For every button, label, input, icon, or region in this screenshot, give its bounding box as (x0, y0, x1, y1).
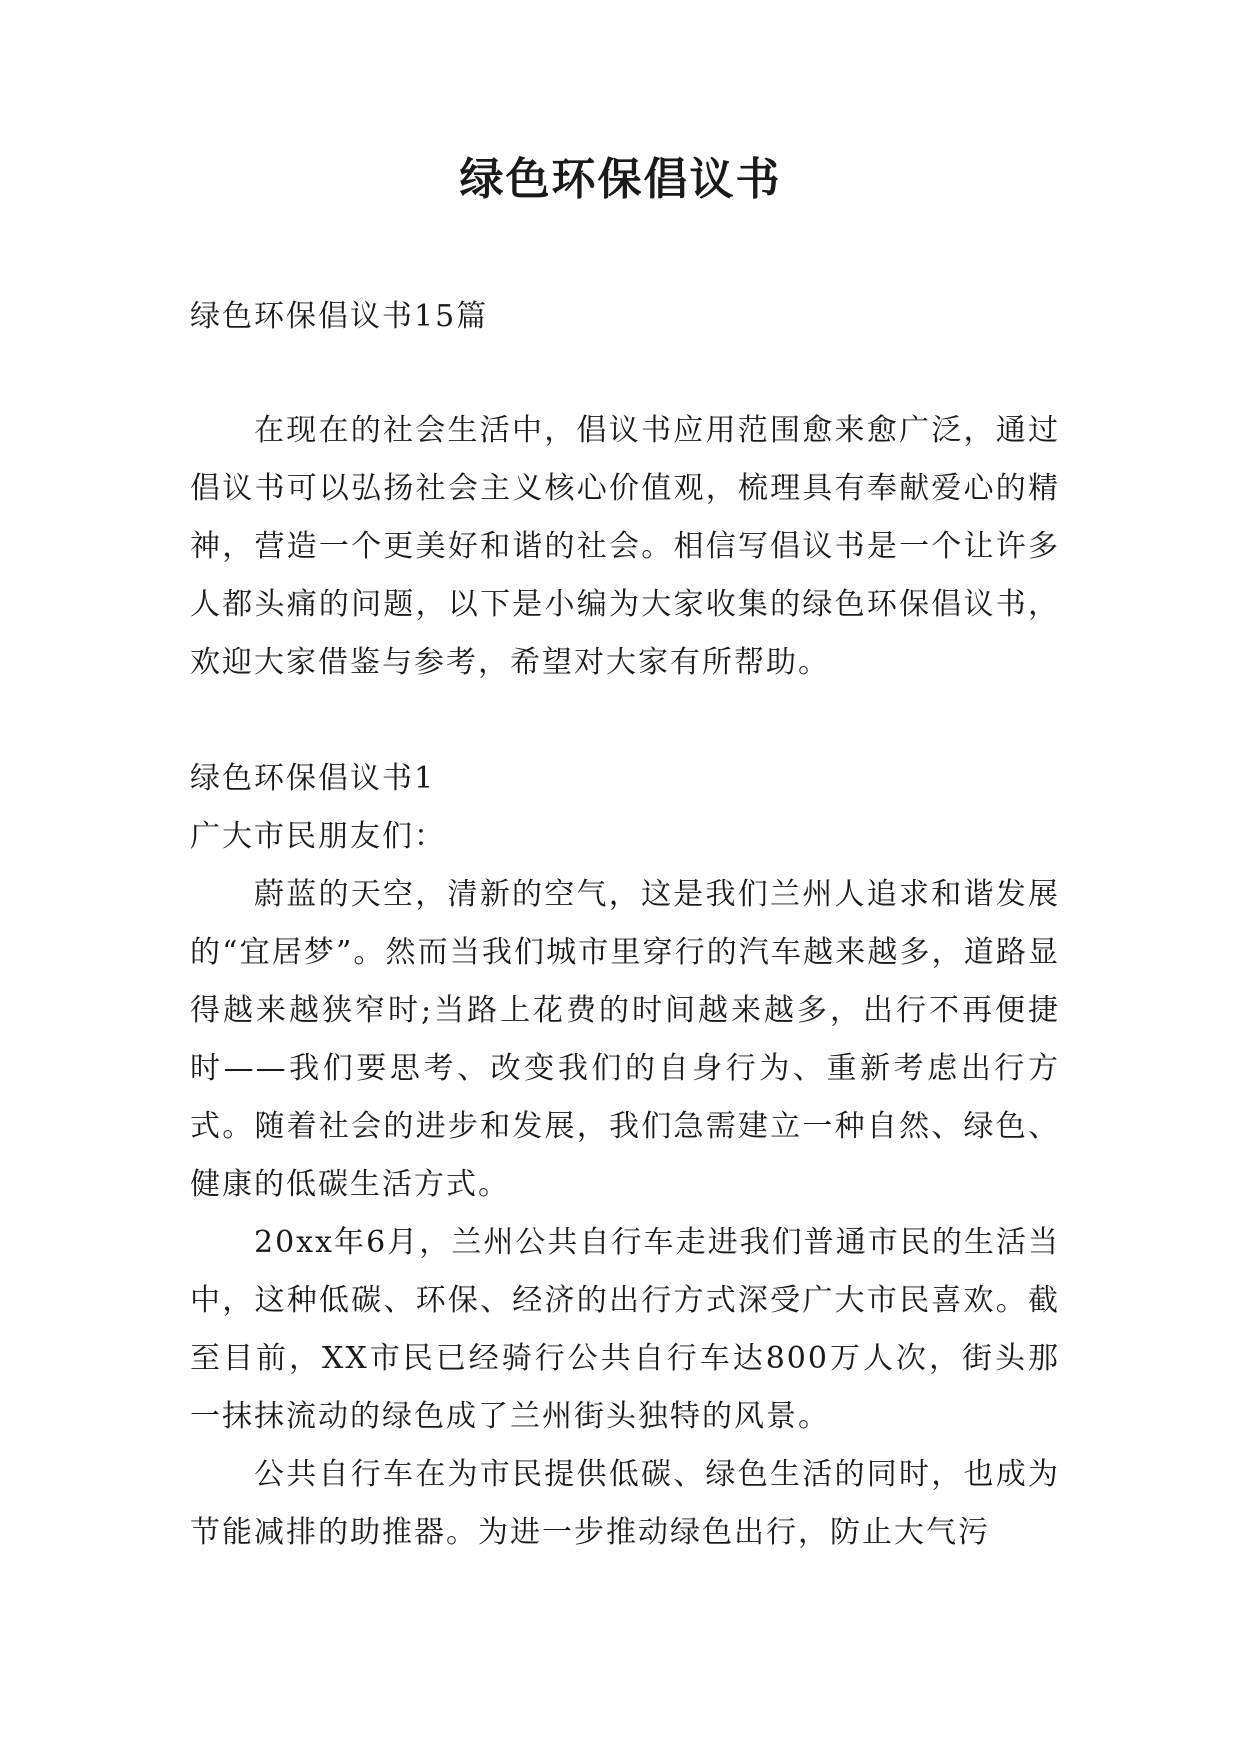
subtitle-text: 绿色环保倡议书15篇 (190, 299, 489, 334)
section-heading: 绿色环保倡议书1 (190, 761, 436, 796)
intro-paragraph: 在现在的社会生活中，倡议书应用范围愈来愈广泛，通过倡议书可以弘扬社会主义核心价值观，梳理具有奉献爱心的精神，营造一个更美好和谐的社会。相信写倡议书是一个让许多人都头痛的问题，以下是小编为大家收集的绿色环保倡议书，欢迎大家借鉴与参考，希望对大家有所帮助。 (190, 413, 1060, 680)
body-paragraph-1: 蔚蓝的天空，清新的空气，这是我们兰州人追求和谐发展的“宜居梦”。然而当我们城市里穿行的汽车越来越多，道路显得越来越狭窄时;当路上花费的时间越来越多，出行不再便捷时——我们要思考、改变我们的自身行为、重新考虑出行方式。随着社会的进步和发展，我们急需建立一种自然、绿色、健康的低碳生活方式。 (190, 877, 1060, 1202)
salutation: 广大市民朋友们： (190, 819, 446, 854)
body-paragraph-2: 20xx年6月，兰州公共自行车走进我们普通市民的生活当中，这种低碳、环保、经济的出行方式深受广大市民喜欢。截至目前，XX市民已经骑行公共自行车达800万人次，街头那一抹抹流动的绿色成了兰州街头独特的风景。 (190, 1225, 1060, 1434)
body-paragraph-3: 公共自行车在为市民提供低碳、绿色生活的同时，也成为节能减排的助推器。为进一步推动绿色出行，防止大气污 (190, 1457, 1060, 1550)
intro-block (190, 402, 1060, 692)
document-subtitle (190, 288, 1060, 346)
section-1 (190, 750, 1060, 1562)
document-title: 绿色环保倡议书 (459, 154, 782, 205)
